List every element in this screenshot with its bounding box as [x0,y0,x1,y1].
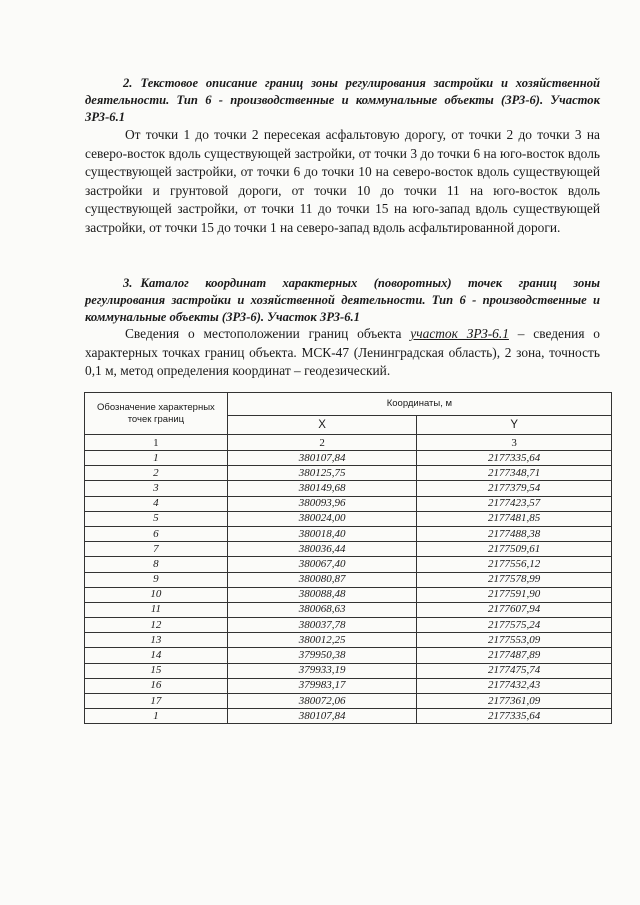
x-coordinate-cell: 380149,68 [227,481,417,496]
table-row [85,542,612,557]
section-3-body-start: Сведения о местоположении границ объекта [125,326,411,341]
table-row [85,572,612,587]
x-coordinate-cell: 380080,87 [227,572,417,587]
table-body [85,451,612,724]
object-name: участок ЗРЗ-6.1 [410,326,509,341]
point-number-cell: 11 [85,602,228,617]
point-number-cell: 5 [85,511,228,526]
y-coordinate-cell: 2177487,89 [417,648,612,663]
point-number-cell: 3 [85,481,228,496]
section-3-heading [85,275,600,326]
header-points: Обозначение характерных точек границ [85,393,228,435]
table-row [85,602,612,617]
x-coordinate-cell: 379933,19 [227,663,417,678]
point-number-cell: 7 [85,542,228,557]
table-row [85,663,612,678]
table-row [85,678,612,693]
table-row [85,481,612,496]
header-y: Y [417,416,612,435]
table-row [85,451,612,466]
point-number-cell: 14 [85,648,228,663]
header-coordinates: Координаты, м [227,393,611,416]
table-row [85,496,612,511]
table-row [85,587,612,602]
section-3-body [85,325,600,381]
point-number-cell: 10 [85,587,228,602]
x-coordinate-cell: 380072,06 [227,694,417,709]
column-number-1: 1 [85,435,228,451]
table-row [85,466,612,481]
y-coordinate-cell: 2177607,94 [417,602,612,617]
x-coordinate-cell: 380125,75 [227,466,417,481]
x-coordinate-cell: 380093,96 [227,496,417,511]
point-number-cell: 1 [85,451,228,466]
y-coordinate-cell: 2177432,43 [417,678,612,693]
point-number-cell: 9 [85,572,228,587]
x-coordinate-cell: 380037,78 [227,618,417,633]
x-coordinate-cell: 380024,00 [227,511,417,526]
point-number-cell: 8 [85,557,228,572]
y-coordinate-cell: 2177348,71 [417,466,612,481]
y-coordinate-cell: 2177488,38 [417,526,612,541]
column-number-2: 2 [227,435,417,451]
point-number-cell: 16 [85,678,228,693]
point-number-cell: 12 [85,618,228,633]
point-number-cell: 17 [85,694,228,709]
table-row [85,511,612,526]
point-number-cell: 6 [85,526,228,541]
y-coordinate-cell: 2177591,90 [417,587,612,602]
column-number-3: 3 [417,435,612,451]
y-coordinate-cell: 2177423,57 [417,496,612,511]
x-coordinate-cell: 380067,40 [227,557,417,572]
section-2-number: 2. [123,76,133,90]
x-coordinate-cell: 380036,44 [227,542,417,557]
table-row [85,633,612,648]
y-coordinate-cell: 2177475,74 [417,663,612,678]
y-coordinate-cell: 2177481,85 [417,511,612,526]
coordinates-table [84,392,612,724]
point-number-cell: 4 [85,496,228,511]
point-number-cell: 15 [85,663,228,678]
section-3-number: 3. [123,276,133,290]
x-coordinate-cell: 380018,40 [227,526,417,541]
x-coordinate-cell: 380107,84 [227,451,417,466]
table-row [85,648,612,663]
y-coordinate-cell: 2177509,61 [417,542,612,557]
y-coordinate-cell: 2177361,09 [417,694,612,709]
section-2-body: От точки 1 до точки 2 пересекая асфальтовую дорогу, от точки 2 до точки 3 на северо-восток вдоль существующей застройки, от точки 3 до точки 6 на юго-восток вдоль существующей застройки, от точки 6 до точки 10 на северо-восток вдоль существующей застройки и грунтовой дороги, от точки 10 до точки 11 на юго-восток вдоль существующей застройки, от точки 11 до точки 15 на юго-запад вдоль существующей застройки, от точки 15 до точки 1 на северо-запад вдоль асфальтированной дороги. [85,127,600,235]
y-coordinate-cell: 2177335,64 [417,451,612,466]
x-coordinate-cell: 380012,25 [227,633,417,648]
x-coordinate-cell: 379983,17 [227,678,417,693]
x-coordinate-cell: 379950,38 [227,648,417,663]
table-row [85,557,612,572]
table-row [85,709,612,724]
point-number-cell: 2 [85,466,228,481]
section-3-heading-text: Каталог координат характерных (поворотных) точек границ зоны регулирования застройки и хозяйственной деятельности. Тип 6 - производственные и коммунальные объекты (ЗРЗ-6). Участок ЗРЗ-6.1 [85,276,600,324]
y-coordinate-cell: 2177379,54 [417,481,612,496]
x-coordinate-cell: 380107,84 [227,709,417,724]
x-coordinate-cell: 380068,63 [227,602,417,617]
y-coordinate-cell: 2177578,99 [417,572,612,587]
table-row [85,694,612,709]
x-coordinate-cell: 380088,48 [227,587,417,602]
section-2-heading [85,75,600,126]
table-row [85,526,612,541]
point-number-cell: 1 [85,709,228,724]
y-coordinate-cell: 2177556,12 [417,557,612,572]
section-3-body-end: – сведения о характерных точках границ объекта. МСК-47 (Ленинградская область), 2 зона, точность 0,1 м, метод определения координат – геодезический. [85,326,600,379]
section-2-heading-text: Текстовое описание границ зоны регулирования застройки и хозяйственной деятельности. Тип 6 - производственные и коммунальные объекты (ЗРЗ-6). Участок ЗРЗ-6.1 [85,76,600,124]
y-coordinate-cell: 2177575,24 [417,618,612,633]
point-number-cell: 13 [85,633,228,648]
y-coordinate-cell: 2177553,09 [417,633,612,648]
table-row [85,618,612,633]
y-coordinate-cell: 2177335,64 [417,709,612,724]
header-x: X [227,416,417,435]
